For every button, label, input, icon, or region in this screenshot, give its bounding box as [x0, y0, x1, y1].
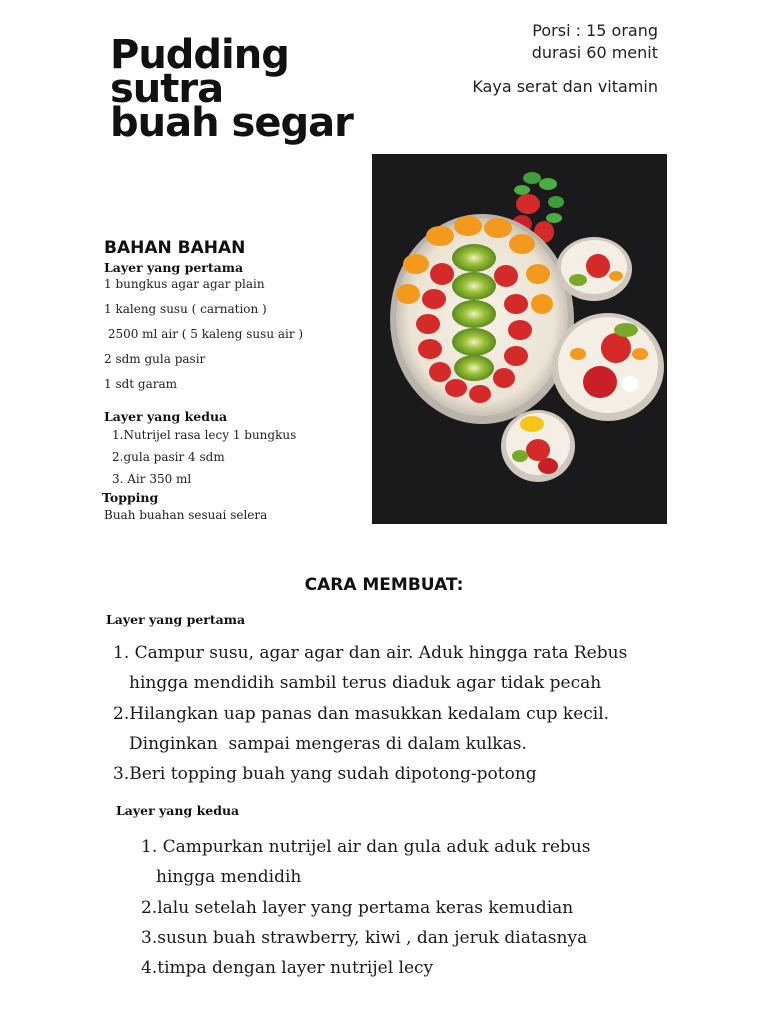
- servings-text: Porsi : 15 orang: [532, 21, 658, 40]
- method-step: [113, 704, 609, 724]
- pudding-cup: [556, 237, 632, 301]
- title-line: sutra: [110, 66, 224, 112]
- pudding-tray: [390, 214, 574, 424]
- method-step: [141, 837, 590, 857]
- ingredients-layer1-title: Layer yang pertama: [104, 260, 244, 275]
- title-line: buah segar: [110, 100, 353, 146]
- ingredient-item: 1.Nutrijel rasa lecy 1 bungkus: [112, 428, 297, 442]
- ingredients-layer2-title: Layer yang kedua: [104, 409, 228, 424]
- step-text: Beri topping buah yang sudah dipotong-potong: [129, 764, 537, 784]
- method-step: [141, 898, 573, 918]
- duration-text: durasi 60 menit: [531, 43, 658, 62]
- ingredient-item: 3. Air 350 ml: [112, 472, 192, 486]
- ingredient-item: 2.gula pasir 4 sdm: [112, 450, 225, 464]
- step-text: Hilangkan uap panas dan masukkan kedalam cup kecil.: [129, 704, 610, 724]
- method-layer2-title: Layer yang kedua: [116, 803, 240, 818]
- step-text: Campur susu, agar agar dan air. Aduk hingga rata Rebus: [129, 643, 628, 663]
- method-layer1-title: Layer yang pertama: [106, 612, 246, 627]
- step-text: hingga mendidih sambil terus diaduk agar tidak pecah: [129, 673, 602, 693]
- ingredient-item: Buah buahan sesuai selera: [104, 508, 268, 522]
- pudding-cup: [501, 410, 575, 482]
- step-number: 1.: [113, 643, 130, 663]
- pudding-cup: [552, 313, 664, 421]
- pudding-photo: [372, 154, 667, 524]
- step-text: lalu setelah layer yang pertama keras kemudian: [157, 898, 574, 918]
- step-number: 3.: [141, 928, 158, 948]
- method-step: [141, 928, 587, 948]
- step-number: 1.: [141, 837, 158, 857]
- step-number: 2.: [113, 704, 130, 724]
- step-text: susun buah strawberry, kiwi , dan jeruk diatasnya: [157, 928, 588, 948]
- step-text: Dinginkan sampai mengeras di dalam kulkas.: [129, 734, 527, 754]
- step-number: 4.: [141, 958, 158, 978]
- step-number: 3.: [113, 764, 130, 784]
- method-step: [113, 643, 627, 663]
- title-line: Pudding: [110, 32, 289, 78]
- step-number: 2.: [141, 898, 158, 918]
- ingredient-item: 1 bungkus agar agar plain: [104, 277, 265, 291]
- ingredient-item: 2500 ml air ( 5 kaleng susu air ): [104, 327, 304, 341]
- pudding-illustration: [372, 154, 667, 524]
- method-step: [113, 764, 537, 784]
- ingredient-item: 2 sdm gula pasir: [104, 352, 206, 366]
- ingredients-section: [104, 238, 364, 522]
- ingredients-heading: BAHAN BAHAN: [104, 238, 246, 258]
- method-step: [141, 958, 433, 978]
- ingredient-item: 1 sdt garam: [104, 377, 178, 391]
- method-heading: CARA MEMBUAT:: [304, 575, 464, 595]
- step-text: hingga mendidih: [156, 867, 302, 887]
- topping-title: Topping: [102, 490, 159, 505]
- step-text: timpa dengan layer nutrijel lecy: [157, 958, 434, 978]
- benefit-text: Kaya serat dan vitamin: [472, 77, 658, 96]
- step-text: Campurkan nutrijel air dan gula aduk aduk rebus: [157, 837, 591, 857]
- ingredient-item: 1 kaleng susu ( carnation ): [104, 302, 267, 316]
- recipe-title: [110, 32, 353, 146]
- recipe-meta: [472, 20, 658, 98]
